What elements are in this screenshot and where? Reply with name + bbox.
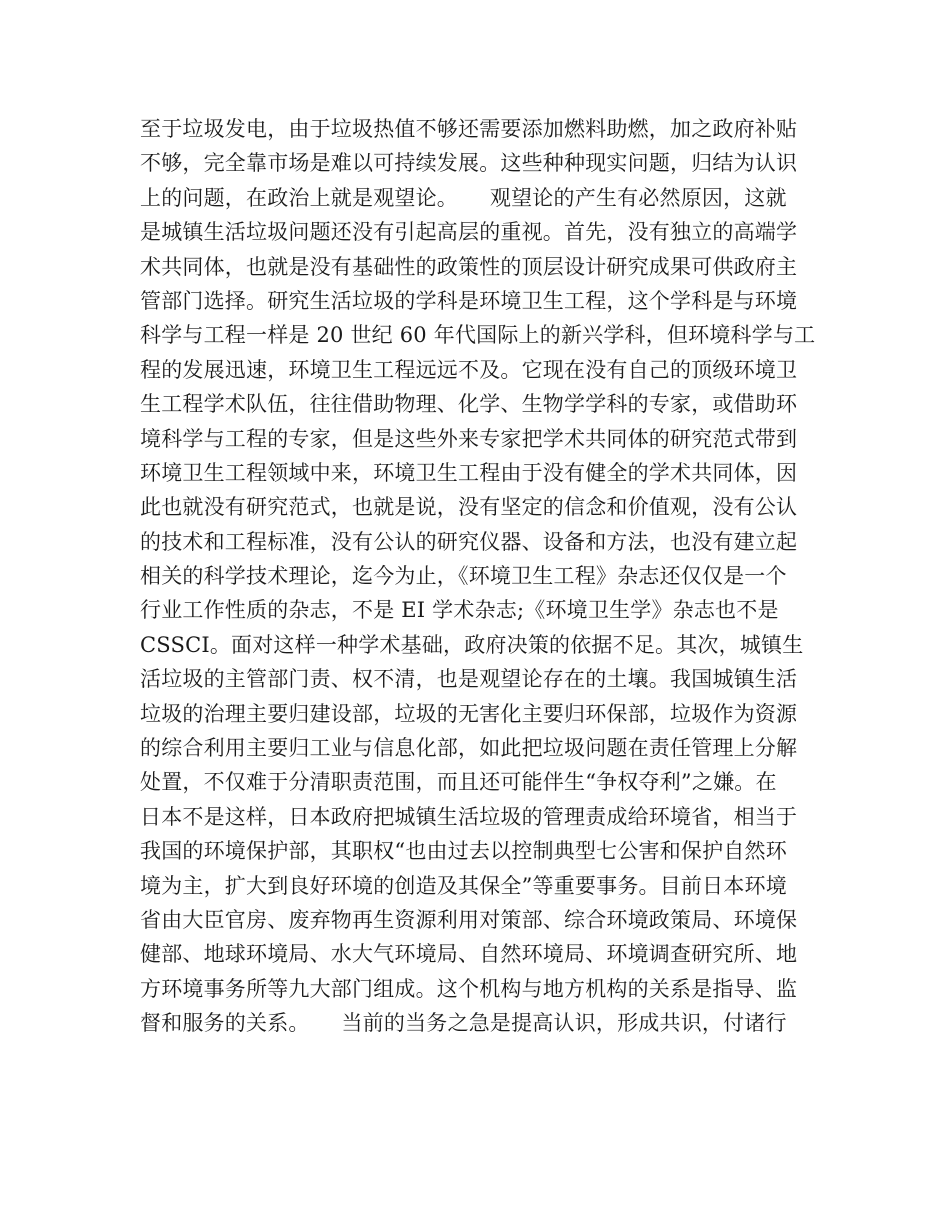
body-text	[140, 112, 820, 1041]
text-line: 的技术和工程标准，没有公认的研究仪器、设备和方法，也没有建立起	[140, 529, 798, 554]
text-line: 活垃圾的主管部门责、权不清，也是观望论存在的土壤。我国城镇生活	[140, 667, 798, 692]
text-line: 科学与工程一样是 20 世纪 60 年代国际上的新兴学科，但环境科学与工	[140, 323, 816, 348]
text-line: 程的发展迅速，环境卫生工程远远不及。它现在没有自己的顶级环境卫	[140, 357, 798, 382]
text-line: 上的问题，在政治上就是观望论。 观望论的产生有必然原因，这就	[140, 185, 787, 210]
text-line: 至于垃圾发电，由于垃圾热值不够还需要添加燃料助燃，加之政府补贴	[140, 117, 798, 141]
text-line: 我国的环境保护部，其职权“也由过去以控制典型七公害和保护自然环	[140, 839, 787, 864]
text-line: 的综合利用主要归工业与信息化部，如此把垃圾问题在责任管理上分解	[140, 736, 798, 761]
text-line: 垃圾的治理主要归建设部，垃圾的无害化主要归环保部，垃圾作为资源	[140, 701, 798, 726]
text-line: 术共同体，也就是没有基础性的政策性的顶层设计研究成果可供政府主	[140, 254, 798, 279]
text-line: 方环境事务所等九大部门组成。这个机构与地方机构的关系是指导、监	[140, 976, 798, 1001]
text-line: 行业工作性质的杂志，不是 EI 学术杂志;《环境卫生学》杂志也不是	[140, 598, 779, 623]
text-line: 处置，不仅难于分清职责范围，而且还可能伴生“争权夺利”之嫌。在	[140, 770, 777, 795]
text-line: 境科学与工程的专家，但是这些外来专家把学术共同体的研究范式带到	[140, 426, 798, 451]
text-line: 此也就没有研究范式，也就是说，没有坚定的信念和价值观，没有公认	[140, 495, 798, 520]
text-line: 环境卫生工程领域中来，环境卫生工程由于没有健全的学术共同体，因	[140, 460, 798, 485]
text-line: 是城镇生活垃圾问题还没有引起高层的重视。首先，没有独立的高端学	[140, 220, 798, 245]
text-line: 健部、地球环境局、水大气环境局、自然环境局、环境调查研究所、地	[140, 942, 798, 967]
text-line: 相关的科学技术理论，迄今为止，《环境卫生工程》杂志还仅仅是一个	[140, 564, 787, 589]
text-line: CSSCI。面对这样一种学术基础，政府决策的依据不足。其次，城镇生	[140, 632, 804, 657]
text-line: 督和服务的关系。 当前的当务之急是提高认识，形成共识，付诸行	[140, 1011, 787, 1036]
text-line: 不够，完全靠市场是难以可持续发展。这些种种现实问题，归结为认识	[140, 151, 798, 176]
text-line: 日本不是这样，日本政府把城镇生活垃圾的管理责成给环境省，相当于	[140, 804, 798, 829]
text-line: 生工程学术队伍，往往借助物理、化学、生物学学科的专家，或借助环	[140, 392, 798, 417]
text-line: 管部门选择。研究生活垃圾的学科是环境卫生工程，这个学科是与环境	[140, 288, 798, 313]
text-line: 省由大臣官房、废弃物再生资源利用对策部、综合环境政策局、环境保	[140, 907, 798, 932]
text-line: 境为主，扩大到良好环境的创造及其保全”等重要事务。目前日本环境	[140, 873, 787, 898]
